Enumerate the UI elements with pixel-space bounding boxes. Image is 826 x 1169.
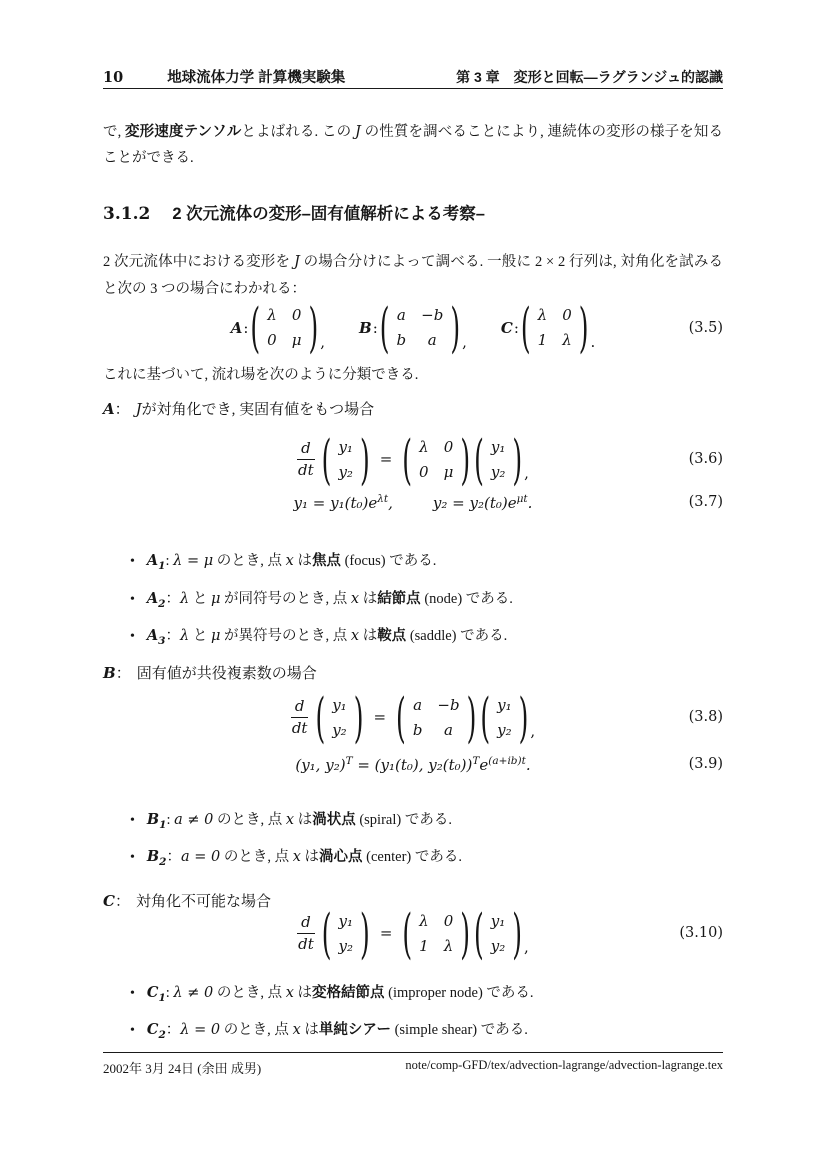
section-number: 3.1.2 (103, 204, 151, 224)
matrix-cell: b (396, 331, 407, 349)
matrix-cell: λ (419, 911, 429, 930)
left-paren: ( (321, 901, 332, 965)
case-C-text: 対角化不可能な場合 (135, 894, 271, 910)
bullet-a2: • $A_2$：λ と μ が同符号のとき, 点 x は結節点 (node) である. (130, 590, 513, 610)
fraction-numerator: d (297, 440, 315, 460)
paragraph-text: 行列は, 対角化を試みると次の 3 つの場合にわかれる： (103, 254, 724, 297)
equals-sign: = (379, 450, 393, 468)
header-book-title: 地球流体力学 計算機実験集 (167, 70, 346, 86)
fraction-d-dt (297, 440, 315, 478)
matrix-cell: a (396, 306, 406, 324)
colon: : (513, 318, 519, 337)
intro-text: とよばれる. この (241, 124, 355, 140)
bold-term-simple-shear: 単純シアー (318, 1022, 391, 1038)
bullet-c1: • $C_1$: λ ≠ 0 のとき, 点 x は変格結節点 (improper node) である. (130, 984, 534, 1004)
case-A-heading (103, 398, 723, 419)
right-paren: ) (512, 427, 523, 491)
colon: ： (115, 666, 131, 682)
bullet-icon: • (130, 1023, 135, 1038)
classification-lead-text: これに基づいて, 流れ場を次のように分類できる. (103, 367, 419, 383)
case-B-heading (103, 662, 723, 683)
case-B-text: 固有値が共役複素数の場合 (136, 666, 317, 682)
vector-cell: y₁ (497, 695, 512, 714)
fraction-d-dt: $\frac{d}{dt}$ (298, 913, 314, 953)
equals-sign: = (379, 924, 393, 942)
solution-y1: $y_1 = y_1(t_0)e^{\lambda t}$, (293, 492, 393, 512)
matrix-case-B (359, 296, 467, 359)
right-paren: ) (360, 901, 370, 965)
case-label-B: B (103, 664, 116, 682)
left-paren: ( (474, 427, 484, 491)
vector-cell: y₂ (497, 720, 512, 739)
right-paren: ) (512, 901, 523, 965)
left-paren: ( (379, 296, 390, 359)
bullet-b1: • $B_1$: a ≠ 0 のとき, 点 x は渦状点 (spiral) である. (130, 811, 452, 831)
coefficient-matrix (402, 427, 471, 491)
matrix-label-A: A (230, 318, 243, 337)
bold-term-improper-node: 変格結節点 (312, 985, 385, 1001)
left-paren: ( (520, 296, 531, 359)
matrix-cell: 0 (267, 331, 277, 349)
matrix-cell: 0 (443, 911, 454, 930)
bullet-icon: • (130, 629, 135, 644)
equation-number-3-9: (3.9) (688, 756, 723, 772)
bold-term-deformation-rate-tensor: 変形速度テンソル (125, 124, 242, 140)
right-paren: ) (466, 685, 477, 749)
matrix-cell: a (413, 695, 423, 714)
bold-term-center: 渦心点 (319, 849, 363, 865)
bold-term-focus: 焦点 (311, 553, 341, 569)
page-header (103, 66, 723, 87)
section-title: 2 次元流体の変形–固有値解析による考察– (172, 205, 485, 223)
equation-3-8 (103, 685, 723, 749)
bullet-a3: • $A_3$：λ と μ が異符号のとき, 点 x は鞍点 (saddle) である. (130, 627, 508, 647)
equation-3-9 (103, 754, 723, 774)
equation-number-3-8: (3.8) (688, 709, 723, 725)
matrix-cell: b (412, 720, 423, 739)
fraction-d-dt: $\frac{d}{dt}$ (291, 697, 308, 737)
colon: ： (114, 402, 130, 418)
vector-cell: y₁ (490, 911, 506, 930)
matrix-cell: λ (443, 936, 454, 955)
left-paren: ( (396, 685, 406, 749)
matrix-case-C (500, 296, 596, 359)
bullet-icon: • (130, 592, 135, 607)
intro-paragraph (103, 119, 723, 171)
fraction-denominator: dt (298, 460, 314, 479)
math-var-J: J (293, 254, 300, 270)
footer-date-author: 2002年 3月 24日 (余田 成男) (103, 1061, 262, 1076)
comma: , (524, 464, 529, 482)
matrix-cell: 1 (537, 331, 548, 349)
vector-cell: y₁ (338, 437, 353, 456)
matrix-case-A (230, 296, 326, 359)
vector-y (474, 901, 523, 965)
coefficient-matrix (402, 901, 471, 965)
math-var-J: J (354, 124, 361, 140)
intro-text: の性質を調べることにより, 連続体の変形の様子を知ることができる. (103, 124, 724, 166)
colon: : (372, 318, 378, 337)
exponent: μt (516, 492, 528, 505)
case-label-A: A (103, 400, 115, 418)
exponent-T: T (345, 754, 353, 767)
header-rule (103, 88, 723, 89)
left-paren: ( (474, 901, 484, 965)
paragraph-text: 2 次元流体中における変形を (103, 254, 294, 270)
vector-cell: y₂ (490, 936, 506, 955)
right-paren: ) (359, 427, 370, 491)
equals-sign: = (373, 708, 387, 726)
vector-y (321, 427, 370, 491)
bullet-icon: • (130, 554, 135, 569)
vector-cell: y₁ (490, 437, 506, 456)
bullet-icon: • (130, 850, 135, 865)
intro-text: で, (103, 124, 126, 140)
solution-complex: (y₁, y₂)$^T$ = (y₁(t₀), $y_2(t_0))^Te^{(a+ib)t}$. (295, 754, 531, 774)
solution-y2: $y_2 = y_2(t_0)e^{\mu t}$. (432, 492, 533, 512)
vector-cell: y₂ (338, 936, 354, 955)
matrix-cell: a (444, 720, 453, 739)
matrix-cell: −b (421, 306, 444, 324)
comma: , (530, 722, 536, 740)
matrix-cell: 0 (419, 462, 429, 481)
colon: ： (114, 894, 130, 910)
right-paren: ) (578, 296, 589, 359)
vector-y (321, 901, 370, 965)
footer-rule (103, 1052, 723, 1053)
equation-number-3-6: (3.6) (688, 451, 723, 467)
right-paren: ) (308, 296, 319, 359)
matrix-cell: 0 (443, 437, 454, 456)
vector-cell: y₂ (490, 462, 506, 481)
math-2x2: 2 × 2 (534, 254, 566, 270)
right-paren: ) (518, 685, 529, 749)
vector-cell: y₁ (332, 695, 347, 714)
right-paren: ) (450, 296, 461, 359)
exponent: λt (377, 492, 389, 505)
bullet-icon: • (130, 986, 135, 1001)
header-chapter-title: 第 3 章 変形と回転—ラグランジュ的認識 (456, 69, 723, 85)
equation-number-3-5: (3.5) (688, 319, 723, 336)
vector-cell: y₁ (338, 911, 354, 930)
matrix-cell: λ (537, 306, 548, 324)
equation-number-3-10: (3.10) (679, 925, 723, 941)
left-paren: ( (402, 901, 413, 965)
comma: , (462, 332, 467, 351)
exponent-T: T (472, 754, 480, 767)
left-paren: ( (250, 296, 261, 359)
page-footer (103, 1058, 723, 1077)
vector-cell: y₂ (332, 720, 347, 739)
equation-3-6 (103, 427, 723, 491)
right-paren: ) (460, 901, 471, 965)
left-paren: ( (402, 427, 413, 491)
vector-y (480, 685, 529, 749)
exponent: (a+ib)t (488, 754, 526, 767)
left-paren: ( (315, 685, 326, 749)
matrix-cell: a (427, 331, 437, 349)
matrix-label-B: B (359, 318, 372, 337)
vector-y (474, 427, 523, 491)
bullet-icon: • (130, 813, 135, 828)
right-paren: ) (353, 685, 364, 749)
right-paren: ) (460, 427, 471, 491)
left-paren: ( (480, 685, 491, 749)
case-label-C: C (103, 892, 115, 910)
math-var-J: J (135, 400, 142, 418)
colon: : (243, 318, 249, 337)
comma: , (524, 938, 529, 956)
equation-3-5 (103, 296, 723, 359)
matrix-cell: λ (562, 331, 572, 349)
section-heading (103, 200, 723, 224)
page-number: 10 (103, 69, 124, 86)
bullet-b2: • $B_2$：a = 0 のとき, 点 x は渦心点 (center) である. (130, 848, 462, 868)
paragraph-text: の場合分けによって調べる. 一般に (299, 254, 535, 270)
vector-cell: y₂ (338, 462, 353, 481)
case-intro-paragraph (103, 249, 723, 303)
bold-term-node: 結節点 (377, 591, 421, 607)
equation-number-3-7: (3.7) (688, 494, 723, 510)
equation-3-7 (103, 492, 723, 512)
left-paren: ( (321, 427, 332, 491)
coefficient-matrix (396, 685, 477, 749)
bullet-a1: • $A_1$: λ = μ のとき, 点 x は焦点 (focus) である. (130, 552, 437, 572)
comma: , (320, 332, 326, 351)
case-A-text: が対角化でき, 実固有値をもつ場合 (141, 402, 375, 418)
matrix-cell: λ (267, 306, 277, 324)
bullet-c2: • $C_2$：λ = 0 のとき, 点 x は単純シアー (simple shear) である. (130, 1021, 528, 1041)
period: . (590, 332, 596, 351)
matrix-cell: μ (291, 331, 302, 349)
matrix-cell: 1 (419, 936, 429, 955)
matrix-cell: 0 (562, 306, 572, 324)
matrix-cell: λ (419, 437, 429, 456)
matrix-cell: 0 (291, 306, 302, 324)
matrix-cell: −b (437, 695, 460, 714)
bold-term-spiral: 渦状点 (312, 812, 356, 828)
vector-y (315, 685, 364, 749)
bold-term-saddle: 鞍点 (377, 628, 407, 644)
matrix-cell: μ (443, 462, 454, 481)
matrix-label-C: C (500, 318, 513, 337)
footer-tex-path: note/comp-GFD/tex/advection-lagrange/advection-lagrange.tex (405, 1058, 723, 1072)
